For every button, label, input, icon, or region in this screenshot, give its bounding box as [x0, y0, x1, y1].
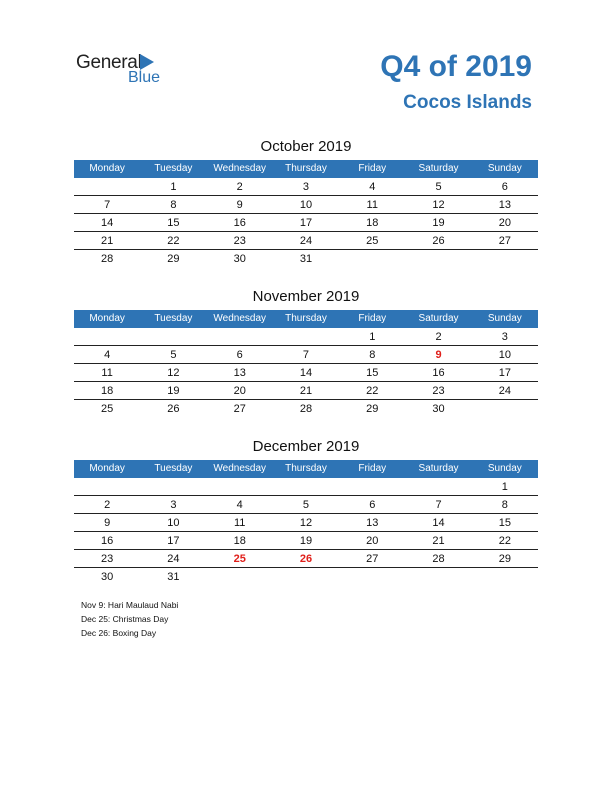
day-cell: 19 — [299, 535, 313, 547]
day-cell: 15 — [167, 217, 180, 229]
holiday-notes — [81, 598, 178, 640]
day-cell: 21 — [432, 535, 445, 547]
week-row — [74, 568, 538, 585]
day-cell: 12 — [299, 517, 313, 529]
day-cell: 29 — [498, 553, 511, 565]
week-row — [74, 196, 538, 214]
day-cell: 27 — [366, 553, 379, 565]
week-row — [74, 400, 538, 417]
month-december — [74, 438, 538, 585]
day-cell: 10 — [498, 349, 511, 361]
day-cell: 24 — [167, 553, 180, 565]
day-cell: 30 — [233, 253, 246, 265]
day-cell — [140, 328, 206, 345]
week-row — [74, 496, 538, 514]
day-cell — [339, 568, 405, 585]
day-cell: 27 — [233, 403, 246, 415]
month-title: October 2019 — [260, 138, 352, 155]
day-cell: 11 — [366, 199, 378, 211]
day-cell: 18 — [233, 535, 246, 547]
day-cell: 3 — [302, 181, 310, 193]
day-cell: 10 — [299, 199, 313, 211]
weekday-header — [74, 160, 538, 178]
day-cell — [405, 478, 471, 495]
weekday-label: Thursday — [285, 463, 327, 474]
holiday-note: Dec 25: Christmas Day — [81, 614, 169, 624]
month-title: December 2019 — [252, 438, 360, 455]
weekday-label: Saturday — [418, 163, 459, 174]
day-cell — [273, 568, 339, 585]
day-cell — [472, 568, 538, 585]
day-cell: 7 — [302, 349, 310, 361]
day-cell — [74, 178, 140, 195]
day-cell: 21 — [299, 385, 313, 397]
logo-general-text: General — [76, 52, 142, 73]
holiday-note: Nov 9: Hari Maulaud Nabi — [81, 600, 179, 610]
weekday-label: Friday — [358, 313, 387, 324]
week-row — [74, 346, 538, 364]
day-cell: 1 — [501, 481, 508, 493]
day-cell: 28 — [432, 553, 445, 565]
day-cell: 17 — [299, 217, 313, 229]
day-cell: 26 — [299, 553, 313, 565]
day-cell: 24 — [498, 385, 511, 397]
day-cell — [472, 400, 538, 417]
weekday-label: Monday — [89, 163, 125, 174]
weekday-label: Thursday — [285, 163, 327, 174]
weekday-label: Saturday — [418, 463, 459, 474]
day-cell — [140, 478, 206, 495]
day-cell — [74, 478, 140, 495]
day-cell: 4 — [104, 349, 111, 361]
day-cell: 21 — [101, 235, 114, 247]
logo-triangle-icon — [140, 54, 154, 70]
week-row — [74, 478, 538, 496]
weekday-label: Wednesday — [213, 463, 267, 474]
day-cell: 17 — [498, 367, 511, 379]
day-cell — [273, 478, 339, 495]
day-cell: 5 — [302, 499, 310, 511]
day-cell: 20 — [233, 385, 246, 397]
day-cell: 14 — [101, 217, 114, 229]
day-cell: 30 — [432, 403, 445, 415]
day-cell: 31 — [167, 571, 180, 583]
day-cell: 9 — [435, 349, 442, 361]
day-cell: 2 — [435, 331, 442, 343]
week-row — [74, 550, 538, 568]
month-october — [74, 138, 538, 267]
day-cell: 9 — [104, 517, 111, 529]
day-cell — [207, 568, 273, 585]
day-cell: 4 — [369, 181, 376, 193]
day-cell: 30 — [101, 571, 114, 583]
holiday-note: Dec 26: Boxing Day — [81, 628, 157, 638]
week-row — [74, 532, 538, 550]
day-cell — [207, 478, 273, 495]
day-cell: 25 — [233, 553, 246, 565]
day-cell: 5 — [435, 181, 442, 193]
day-cell: 27 — [498, 235, 511, 247]
day-cell: 8 — [501, 499, 508, 511]
weekday-label: Tuesday — [154, 463, 193, 474]
weekday-label: Wednesday — [213, 163, 267, 174]
weekday-label: Monday — [89, 463, 125, 474]
day-cell: 11 — [233, 517, 246, 529]
weekday-label: Sunday — [487, 463, 522, 474]
day-cell: 4 — [236, 499, 243, 511]
week-row — [74, 382, 538, 400]
day-cell: 12 — [432, 199, 445, 211]
page-subtitle: Cocos Islands — [403, 92, 532, 113]
day-cell: 28 — [299, 403, 313, 415]
logo-blue-text: Blue — [128, 69, 161, 86]
day-cell: 3 — [170, 499, 177, 511]
day-cell: 17 — [167, 535, 180, 547]
day-cell: 7 — [104, 199, 111, 211]
day-cell: 1 — [369, 331, 376, 343]
day-cell — [207, 328, 273, 345]
day-cell: 6 — [369, 499, 376, 511]
day-cell: 16 — [432, 367, 445, 379]
month-title: November 2019 — [252, 288, 360, 305]
weekday-label: Sunday — [487, 313, 522, 324]
day-cell — [405, 250, 471, 267]
day-cell: 31 — [299, 253, 313, 265]
day-cell: 23 — [101, 553, 114, 565]
day-cell: 19 — [167, 385, 180, 397]
day-cell: 8 — [170, 199, 177, 211]
day-cell: 20 — [366, 535, 379, 547]
day-cell: 12 — [167, 367, 180, 379]
week-row — [74, 232, 538, 250]
day-cell: 18 — [101, 385, 114, 397]
day-cell: 3 — [501, 331, 508, 343]
day-cell: 14 — [299, 367, 313, 379]
weekday-label: Tuesday — [154, 313, 193, 324]
day-cell: 26 — [167, 403, 180, 415]
day-cell: 18 — [366, 217, 379, 229]
week-row — [74, 514, 538, 532]
day-cell: 15 — [366, 367, 379, 379]
day-cell — [339, 250, 405, 267]
page-title: Q4 of 2019 — [380, 50, 532, 83]
weekday-label: Saturday — [418, 313, 459, 324]
day-cell — [405, 568, 471, 585]
weekday-label: Sunday — [487, 163, 522, 174]
logo — [76, 52, 176, 92]
weekday-label: Tuesday — [154, 163, 193, 174]
day-cell: 25 — [101, 403, 114, 415]
day-cell: 6 — [501, 181, 508, 193]
day-cell: 1 — [170, 181, 177, 193]
day-cell: 23 — [432, 385, 445, 397]
day-cell: 26 — [432, 235, 445, 247]
day-cell: 29 — [366, 403, 379, 415]
weekday-label: Wednesday — [213, 313, 267, 324]
day-cell: 11 — [101, 367, 113, 379]
day-cell: 13 — [233, 367, 246, 379]
day-cell: 8 — [369, 349, 376, 361]
weekday-label: Friday — [358, 163, 387, 174]
week-row — [74, 214, 538, 232]
day-cell: 2 — [236, 181, 243, 193]
weekday-label: Friday — [358, 463, 387, 474]
day-cell: 22 — [498, 535, 511, 547]
day-cell: 15 — [498, 517, 511, 529]
day-cell: 5 — [170, 349, 177, 361]
month-november — [74, 288, 538, 417]
day-cell: 29 — [167, 253, 180, 265]
week-row — [74, 250, 538, 267]
day-cell: 22 — [366, 385, 379, 397]
day-cell: 24 — [299, 235, 313, 247]
day-cell: 10 — [167, 517, 180, 529]
day-cell: 13 — [498, 199, 511, 211]
day-cell: 16 — [101, 535, 114, 547]
day-cell: 9 — [236, 199, 243, 211]
day-cell — [339, 478, 405, 495]
day-cell: 28 — [101, 253, 114, 265]
weekday-label: Monday — [89, 313, 125, 324]
day-cell: 16 — [233, 217, 246, 229]
day-cell: 13 — [366, 517, 379, 529]
day-cell — [273, 328, 339, 345]
weekday-header — [74, 310, 538, 328]
day-cell: 23 — [233, 235, 246, 247]
day-cell: 6 — [236, 349, 243, 361]
weekday-label: Thursday — [285, 313, 327, 324]
day-cell: 2 — [104, 499, 111, 511]
day-cell: 7 — [435, 499, 442, 511]
week-row — [74, 328, 538, 346]
day-cell: 22 — [167, 235, 180, 247]
day-cell: 20 — [498, 217, 511, 229]
day-cell — [472, 250, 538, 267]
day-cell: 14 — [432, 517, 445, 529]
week-row — [74, 364, 538, 382]
weekday-header — [74, 460, 538, 478]
week-row — [74, 178, 538, 196]
day-cell — [74, 328, 140, 345]
day-cell: 25 — [366, 235, 379, 247]
day-cell: 19 — [432, 217, 445, 229]
